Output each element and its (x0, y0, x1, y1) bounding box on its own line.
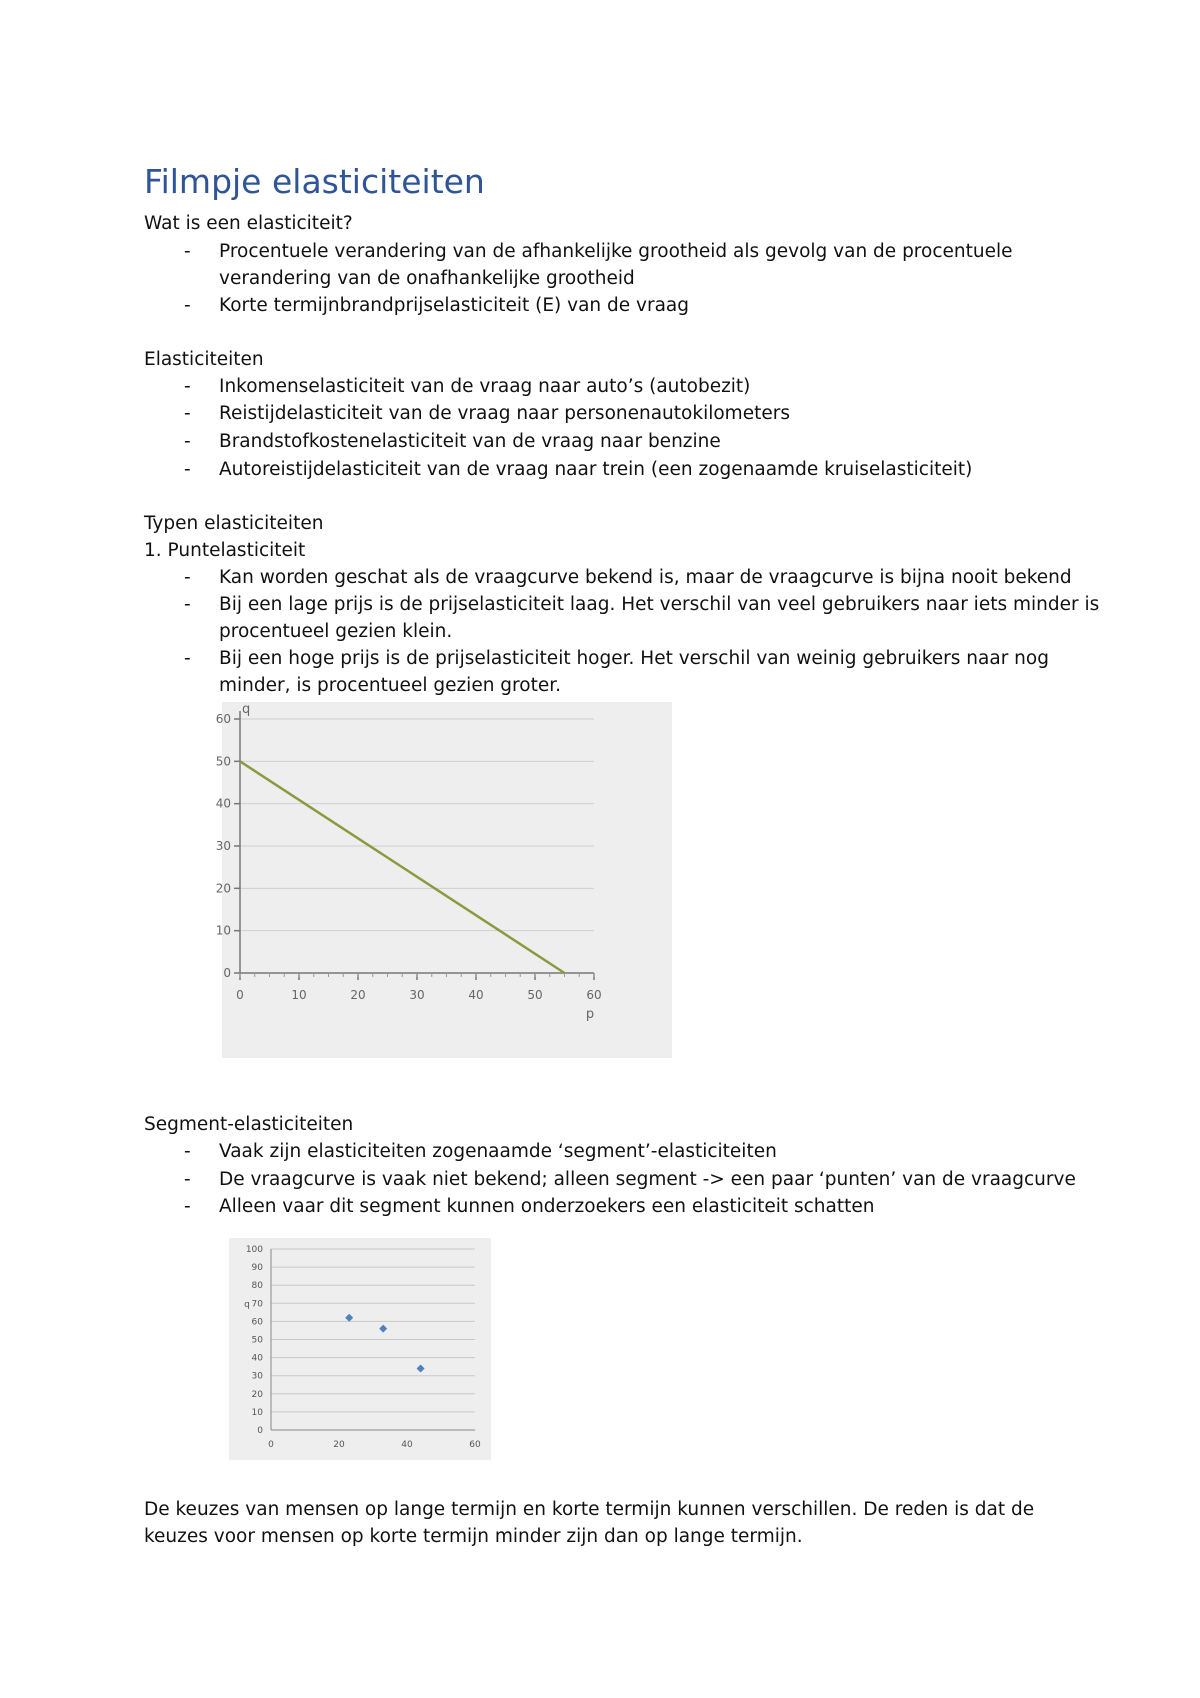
bullet-dash: - (184, 1169, 191, 1190)
x-tick-label: 0 (236, 988, 244, 1002)
list-item: Korte termijnbrandprijselasticiteit (E) van de vraag (219, 295, 689, 316)
x-tick-label: 60 (469, 1440, 481, 1450)
bullet-dash: - (184, 295, 191, 316)
list-item: Bij een lage prijs is de prijselasticiteit laag. Het verschil van veel gebruikers naar iets minder is (219, 594, 1100, 615)
x-tick-label: 40 (401, 1440, 413, 1450)
list-item: procentueel gezien klein. (219, 621, 453, 642)
list-item: Vaak zijn elasticiteiten zogenaamde ‘segment’-elasticiteiten (219, 1141, 777, 1162)
bullet-dash: - (184, 1196, 191, 1217)
list-item: De vraagcurve is vaak niet bekend; alleen segment -> een paar ‘punten’ van de vraagcurve (219, 1169, 1076, 1190)
page-title: Filmpje elasticiteiten (144, 162, 485, 201)
bullet-dash: - (184, 431, 191, 452)
list-item: Kan worden geschat als de vraagcurve bekend is, maar de vraagcurve is bijna nooit bekend (219, 567, 1072, 588)
demand-curve-chart (215, 702, 672, 1058)
y-tick-label: 20 (251, 1389, 263, 1400)
y-tick-label: 60 (215, 712, 231, 726)
y-tick-label: 80 (251, 1281, 263, 1292)
y-tick-label: 70 (251, 1299, 263, 1310)
chart-background (222, 702, 672, 1058)
y-tick-label: 0 (257, 1426, 263, 1436)
x-axis-label: p (585, 1007, 595, 1022)
y-tick-label: 50 (251, 1335, 263, 1346)
y-tick-label: 40 (215, 796, 231, 811)
y-tick-label: 0 (223, 966, 231, 980)
section-heading: Elasticiteiten (144, 349, 264, 370)
list-item: verandering van de onafhankelijke grootheid (219, 268, 635, 289)
bullet-dash: - (184, 241, 191, 262)
y-tick-label: 90 (251, 1263, 263, 1274)
y-tick-label: 50 (215, 754, 231, 769)
section-question: Wat is een elasticiteit? (144, 213, 353, 234)
y-tick-label: 30 (251, 1371, 263, 1382)
bullet-dash: - (184, 1141, 191, 1162)
list-item: Alleen vaar dit segment kunnen onderzoekers een elasticiteit schatten (219, 1196, 875, 1217)
x-tick-label: 10 (291, 988, 307, 1002)
y-axis-label: q (242, 702, 251, 717)
conclusion-line: De keuzes van mensen op lange termijn en korte termijn kunnen verschillen. De reden is dat de (144, 1499, 1035, 1520)
x-tick-label: 30 (409, 988, 425, 1002)
y-tick-label: 30 (215, 839, 231, 853)
x-tick-label: 20 (333, 1440, 345, 1450)
y-tick-label: 60 (251, 1317, 263, 1328)
x-tick-label: 0 (268, 1440, 274, 1450)
list-item: minder, is procentueel gezien groter. (219, 675, 561, 696)
y-tick-label: 10 (215, 923, 231, 938)
list-item: Bij een hoge prijs is de prijselasticiteit hoger. Het verschil van weinig gebruikers naar nog (219, 648, 1049, 669)
list-item: Autoreistijdelasticiteit van de vraag naar trein (een zogenaamde kruiselasticiteit) (219, 459, 973, 480)
list-item: Procentuele verandering van de afhankelijke grootheid als gevolg van de procentuele (219, 241, 1013, 262)
bullet-dash: - (184, 376, 191, 397)
bullet-dash: - (184, 403, 191, 424)
x-tick-label: 20 (350, 988, 366, 1002)
conclusion-line: keuzes voor mensen op korte termijn minder zijn dan op lange termijn. (144, 1526, 803, 1547)
list-item: Reistijdelasticiteit van de vraag naar personenautokilometers (219, 403, 790, 424)
segment-scatter-chart (229, 1238, 491, 1460)
bullet-dash: - (184, 567, 191, 588)
y-tick-label: 100 (245, 1245, 263, 1255)
y-tick-label: 10 (251, 1407, 263, 1418)
chart-background (229, 1238, 491, 1460)
bullet-dash: - (184, 459, 191, 480)
list-item: Brandstofkostenelasticiteit van de vraag naar benzine (219, 431, 721, 452)
x-tick-label: 40 (468, 988, 484, 1002)
x-tick-label: 60 (586, 988, 602, 1002)
list-item: Inkomenselasticiteit van de vraag naar auto’s (autobezit) (219, 376, 751, 397)
y-tick-label: 40 (251, 1353, 263, 1364)
bullet-dash: - (184, 594, 191, 615)
bullet-dash: - (184, 648, 191, 669)
section-heading: Typen elasticiteiten (144, 513, 324, 534)
y-tick-label: 20 (215, 881, 231, 896)
x-tick-label: 50 (527, 988, 543, 1002)
section-subheading: 1. Puntelasticiteit (144, 540, 306, 561)
y-axis-label: q (244, 1299, 250, 1310)
section-heading: Segment-elasticiteiten (144, 1114, 354, 1135)
